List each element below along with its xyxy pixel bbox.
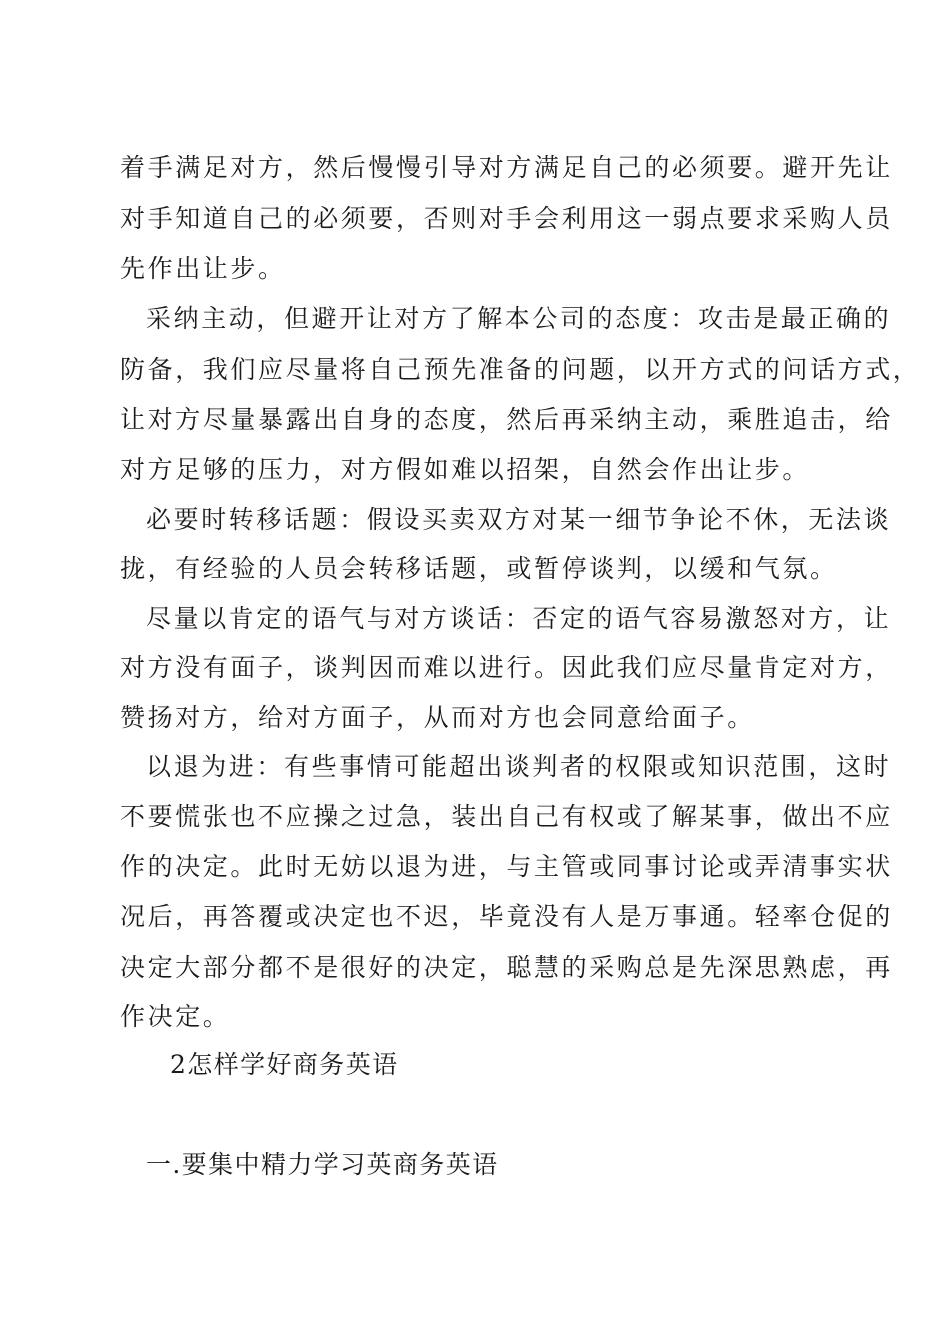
body-text-line: 着手满足对方，然后慢慢引导对方满足自己的必须要。避开先让 [120,153,893,182]
body-text-line: 况后，再答覆或决定也不迟，毕竟没有人是万事通。轻率仓促的 [120,902,893,931]
body-text-line: 对方足够的压力，对方假如难以招架，自然会作出让步。 [120,455,811,484]
body-text-line: 不要慌张也不应操之过急，装出自己有权或了解某事，做出不应 [120,802,893,831]
body-text-line: 决定大部分都不是很好的决定，聪慧的采购总是先深思熟虑，再 [120,953,893,982]
subsection-heading: 一.要集中精力学习英商务英语 [146,1150,499,1179]
paragraph-start-line: 必要时转移话题：假设买卖双方对某一细节争论不休，无法谈 [146,505,892,534]
paragraph-start-line: 以退为进：有些事情可能超出谈判者的权限或知识范围，这时 [146,752,892,781]
body-text-line: 赞扬对方，给对方面子，从而对方也会同意给面子。 [120,703,755,732]
body-text-line: 作决定。 [120,1002,231,1031]
paragraph-start-line: 采纳主动，但避开让对方了解本公司的态度：攻击是最正确的 [146,304,892,333]
section-heading: 2怎样学好商务英语 [170,1050,399,1079]
body-text-line: 作的决定。此时无妨以退为进，与主管或同事讨论或弄清事实状 [120,852,893,881]
body-text-line: 对方没有面子，谈判因而难以进行。因此我们应尽量肯定对方， [120,653,893,682]
body-text-line: 先作出让步。 [120,254,286,283]
body-text-line: 让对方尽量暴露出自身的态度，然后再采纳主动，乘胜追击，给 [120,405,893,434]
body-text-line: 拢，有经验的人员会转移话题，或暂停谈判，以缓和气氛。 [120,554,838,583]
paragraph-start-line: 尽量以肯定的语气与对方谈话：否定的语气容易激怒对方，让 [146,604,892,633]
body-text-line: 对手知道自己的必须要，否则对手会利用这一弱点要求采购人员 [120,204,893,233]
body-text-line: 防备，我们应尽量将自己预先准备的问题，以开方式的问话方式， [120,355,921,384]
